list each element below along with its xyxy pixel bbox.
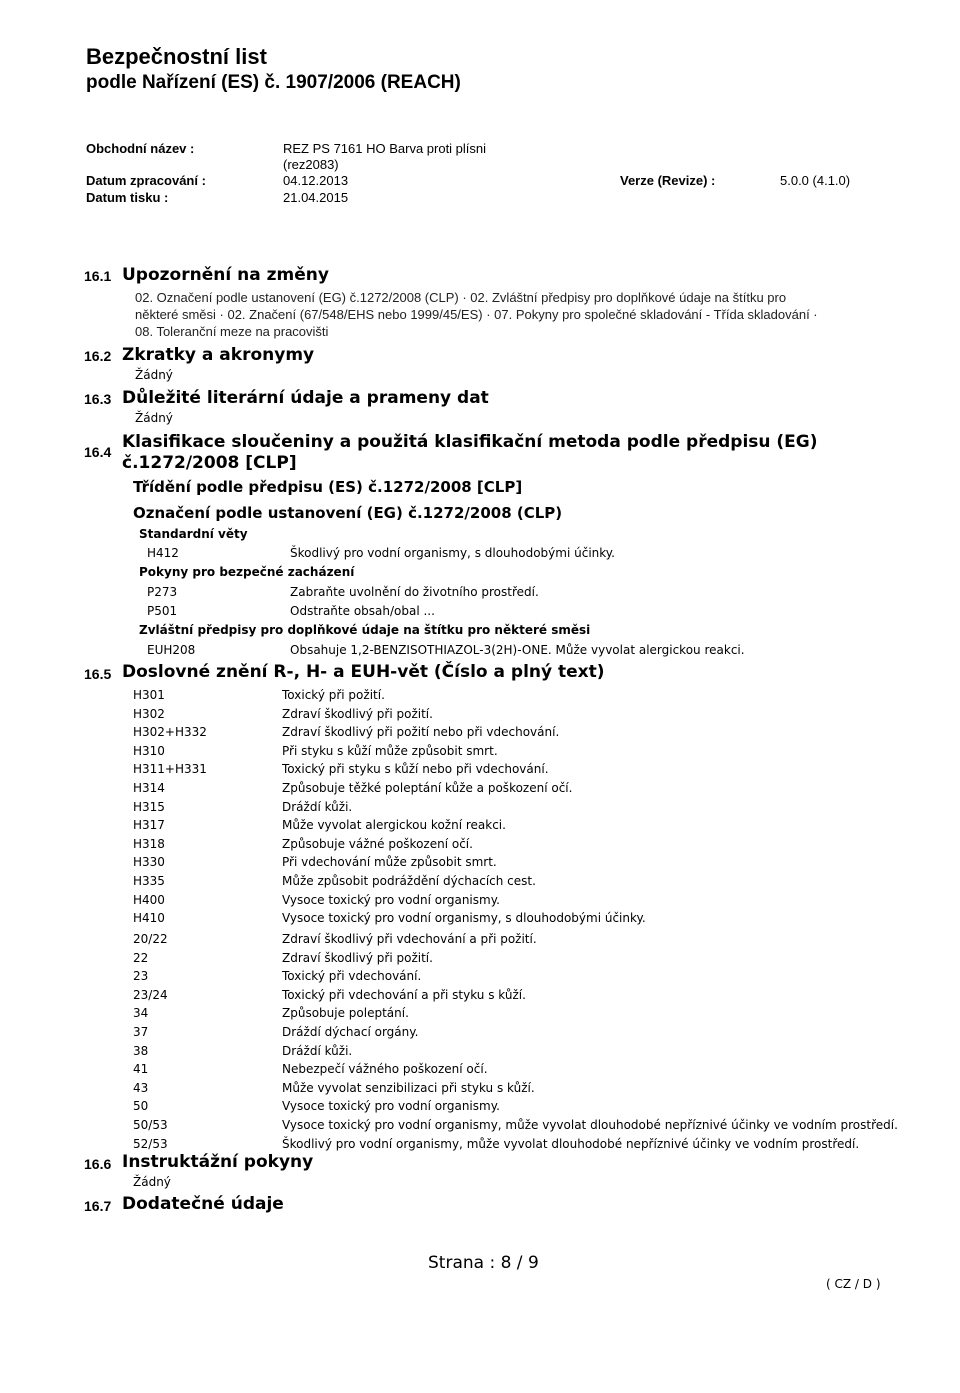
r-phrase-code: 20/22 <box>133 932 168 946</box>
r-phrase-code: 23 <box>133 969 149 984</box>
page-number: Strana : 8 / 9 <box>428 1253 539 1273</box>
h-phrase-text: Zdraví škodlivý při požití nebo při vdechování. <box>282 725 560 740</box>
version-label: Verze (Revize) : <box>620 173 716 188</box>
section-16-6-number: 16.6 <box>84 1156 112 1172</box>
section-16-2-number: 16.2 <box>84 348 112 364</box>
section-16-7-title: Dodatečné údaje <box>122 1194 284 1214</box>
section-16-4-title-line-2: č.1272/2008 [CLP] <box>122 453 297 473</box>
h-phrase-code: H302 <box>133 706 165 721</box>
h-phrase-code: H301 <box>133 688 165 702</box>
section-16-1-line-2: některé směsi · 02. Značení (67/548/EHS nebo 1999/45/ES) · 07. Pokyny pro společné skladování - Třída skladování · <box>135 307 818 322</box>
r-phrase-code: 37 <box>133 1025 149 1039</box>
r-phrase-text: Zdraví škodlivý při požití. <box>282 950 433 965</box>
p501-code: P501 <box>147 604 178 618</box>
labelling-subheading: Označení podle ustanovení (EG) č.1272/2008 (CLP) <box>133 504 563 522</box>
classification-subheading: Třídění podle předpisu (ES) č.1272/2008 [CLP] <box>133 478 523 496</box>
h-phrase-code: H315 <box>133 799 165 814</box>
h-phrase-text: Toxický při styku s kůží nebo při vdechování. <box>282 762 549 777</box>
section-16-3-number: 16.3 <box>84 391 112 407</box>
h-phrase-code: H314 <box>133 781 165 795</box>
section-16-5-title: Doslovné znění R-, H- a EUH-vět (Číslo a plný text) <box>122 662 605 682</box>
h412-code: H412 <box>147 546 179 560</box>
r-phrase-text: Způsobuje poleptání. <box>282 1006 409 1021</box>
section-16-5-number: 16.5 <box>84 666 112 682</box>
h-phrase-code: H310 <box>133 743 165 758</box>
h-phrase-text: Zdraví škodlivý při požití. <box>282 706 433 721</box>
date-value: 04.12.2013 <box>283 173 349 188</box>
h-phrase-text: Při styku s kůží může způsobit smrt. <box>282 743 498 758</box>
h-phrase-text: Způsobuje vážné poškození očí. <box>282 836 473 851</box>
r-phrase-code: 43 <box>133 1080 149 1095</box>
standard-phrases-heading: Standardní věty <box>139 527 248 541</box>
document-subtitle: podle Nařízení (ES) č. 1907/2006 (REACH) <box>86 72 461 93</box>
r-phrase-text: Toxický při vdechování. <box>282 969 422 984</box>
r-phrase-code: 50 <box>133 1099 149 1114</box>
h-phrase-text: Při vdechování může způsobit smrt. <box>282 855 497 870</box>
section-16-7-number: 16.7 <box>84 1198 112 1214</box>
p273-text: Zabraňte uvolnění do životního prostředí. <box>290 585 539 599</box>
section-16-1-number: 16.1 <box>84 268 112 284</box>
h-phrase-code: H302+H332 <box>133 725 207 740</box>
h-phrase-code: H311+H331 <box>133 762 207 777</box>
h-phrase-text: Toxický při požití. <box>282 688 385 702</box>
h-phrase-text: Vysoce toxický pro vodní organismy. <box>282 892 500 907</box>
section-16-6-value: Žádný <box>133 1175 171 1189</box>
section-16-4-title-line-1: Klasifikace sloučeniny a použitá klasifikační metoda podle předpisu (EG) <box>122 432 818 452</box>
r-phrase-code: 52/53 <box>133 1136 168 1151</box>
document-title: Bezpečnostní list <box>86 44 267 69</box>
h-phrase-code: H410 <box>133 911 165 926</box>
trade-name-label: Obchodní název : <box>86 141 195 156</box>
r-phrase-text: Může vyvolat senzibilizaci při styku s kůží. <box>282 1080 535 1095</box>
p273-code: P273 <box>147 585 178 599</box>
date-label: Datum zpracování : <box>86 173 206 188</box>
safe-handling-heading: Pokyny pro bezpečné zacházení <box>139 565 355 579</box>
h-phrase-text: Může způsobit podráždění dýchacích cest. <box>282 874 536 888</box>
r-phrase-text: Vysoce toxický pro vodní organismy. <box>282 1099 500 1114</box>
section-16-4-number: 16.4 <box>84 444 112 460</box>
r-phrase-text: Zdraví škodlivý při vdechování a při požití. <box>282 932 537 946</box>
r-phrase-code: 38 <box>133 1043 149 1058</box>
country-code: ( CZ / D ) <box>826 1277 881 1291</box>
h-phrase-code: H330 <box>133 855 165 870</box>
euh208-text: Obsahuje 1,2-BENZISOTHIAZOL-3(2H)-ONE. Může vyvolat alergickou reakci. <box>290 643 745 657</box>
special-provisions-heading: Zvláštní předpisy pro doplňkové údaje na štítku pro některé směsi <box>139 623 591 637</box>
r-phrase-text: Toxický při vdechování a při styku s kůží. <box>282 987 526 1002</box>
h-phrase-code: H317 <box>133 818 165 833</box>
h-phrase-text: Dráždí kůži. <box>282 799 353 814</box>
h-phrase-text: Může vyvolat alergickou kožní reakci. <box>282 818 506 833</box>
version-value: 5.0.0 (4.1.0) <box>780 173 851 188</box>
h412-text: Škodlivý pro vodní organismy, s dlouhodobými účinky. <box>290 546 615 560</box>
trade-name-value: REZ PS 7161 HO Barva proti plísni <box>283 141 487 156</box>
r-phrase-text: Dráždí kůži. <box>282 1043 353 1058</box>
h-phrase-code: H318 <box>133 836 165 851</box>
h-phrase-code: H335 <box>133 874 165 888</box>
section-16-3-title: Důležité literární údaje a prameny dat <box>122 388 489 408</box>
r-phrase-code: 50/53 <box>133 1118 168 1132</box>
section-16-1-title: Upozornění na změny <box>122 265 329 285</box>
r-phrase-text: Nebezpečí vážného poškození očí. <box>282 1062 488 1077</box>
h-phrase-text: Způsobuje těžké poleptání kůže a poškození očí. <box>282 781 573 795</box>
p501-text: Odstraňte obsah/obal ... <box>290 604 435 618</box>
r-phrase-code: 41 <box>133 1062 149 1077</box>
euh208-code: EUH208 <box>147 643 196 657</box>
section-16-2-value: Žádný <box>135 368 173 382</box>
section-16-6-title: Instruktážní pokyny <box>122 1152 314 1172</box>
r-phrase-code: 34 <box>133 1006 149 1021</box>
r-phrase-text: Škodlivý pro vodní organismy, může vyvolat dlouhodobé nepříznivé účinky ve vodním prostředí. <box>282 1136 860 1151</box>
section-16-1-line-3: 08. Toleranční meze na pracovišti <box>135 324 329 339</box>
r-phrase-text: Vysoce toxický pro vodní organismy, může vyvolat dlouhodobé nepříznivé účinky ve vodním prostředí. <box>282 1118 898 1132</box>
section-16-2-title: Zkratky a akronymy <box>122 345 315 365</box>
r-phrase-code: 23/24 <box>133 987 168 1002</box>
h-phrase-text: Vysoce toxický pro vodní organismy, s dlouhodobými účinky. <box>282 911 646 926</box>
r-phrase-text: Dráždí dýchací orgány. <box>282 1025 419 1039</box>
trade-name-code: (rez2083) <box>283 157 339 172</box>
print-date-label: Datum tisku : <box>86 190 169 205</box>
print-date-value: 21.04.2015 <box>283 190 349 205</box>
section-16-3-value: Žádný <box>135 411 173 425</box>
r-phrase-code: 22 <box>133 950 149 965</box>
section-16-1-line-1: 02. Označení podle ustanovení (EG) č.1272/2008 (CLP) · 02. Zvláštní předpisy pro doplňkové údaje na štítku pro <box>135 290 787 305</box>
h-phrase-code: H400 <box>133 892 165 907</box>
